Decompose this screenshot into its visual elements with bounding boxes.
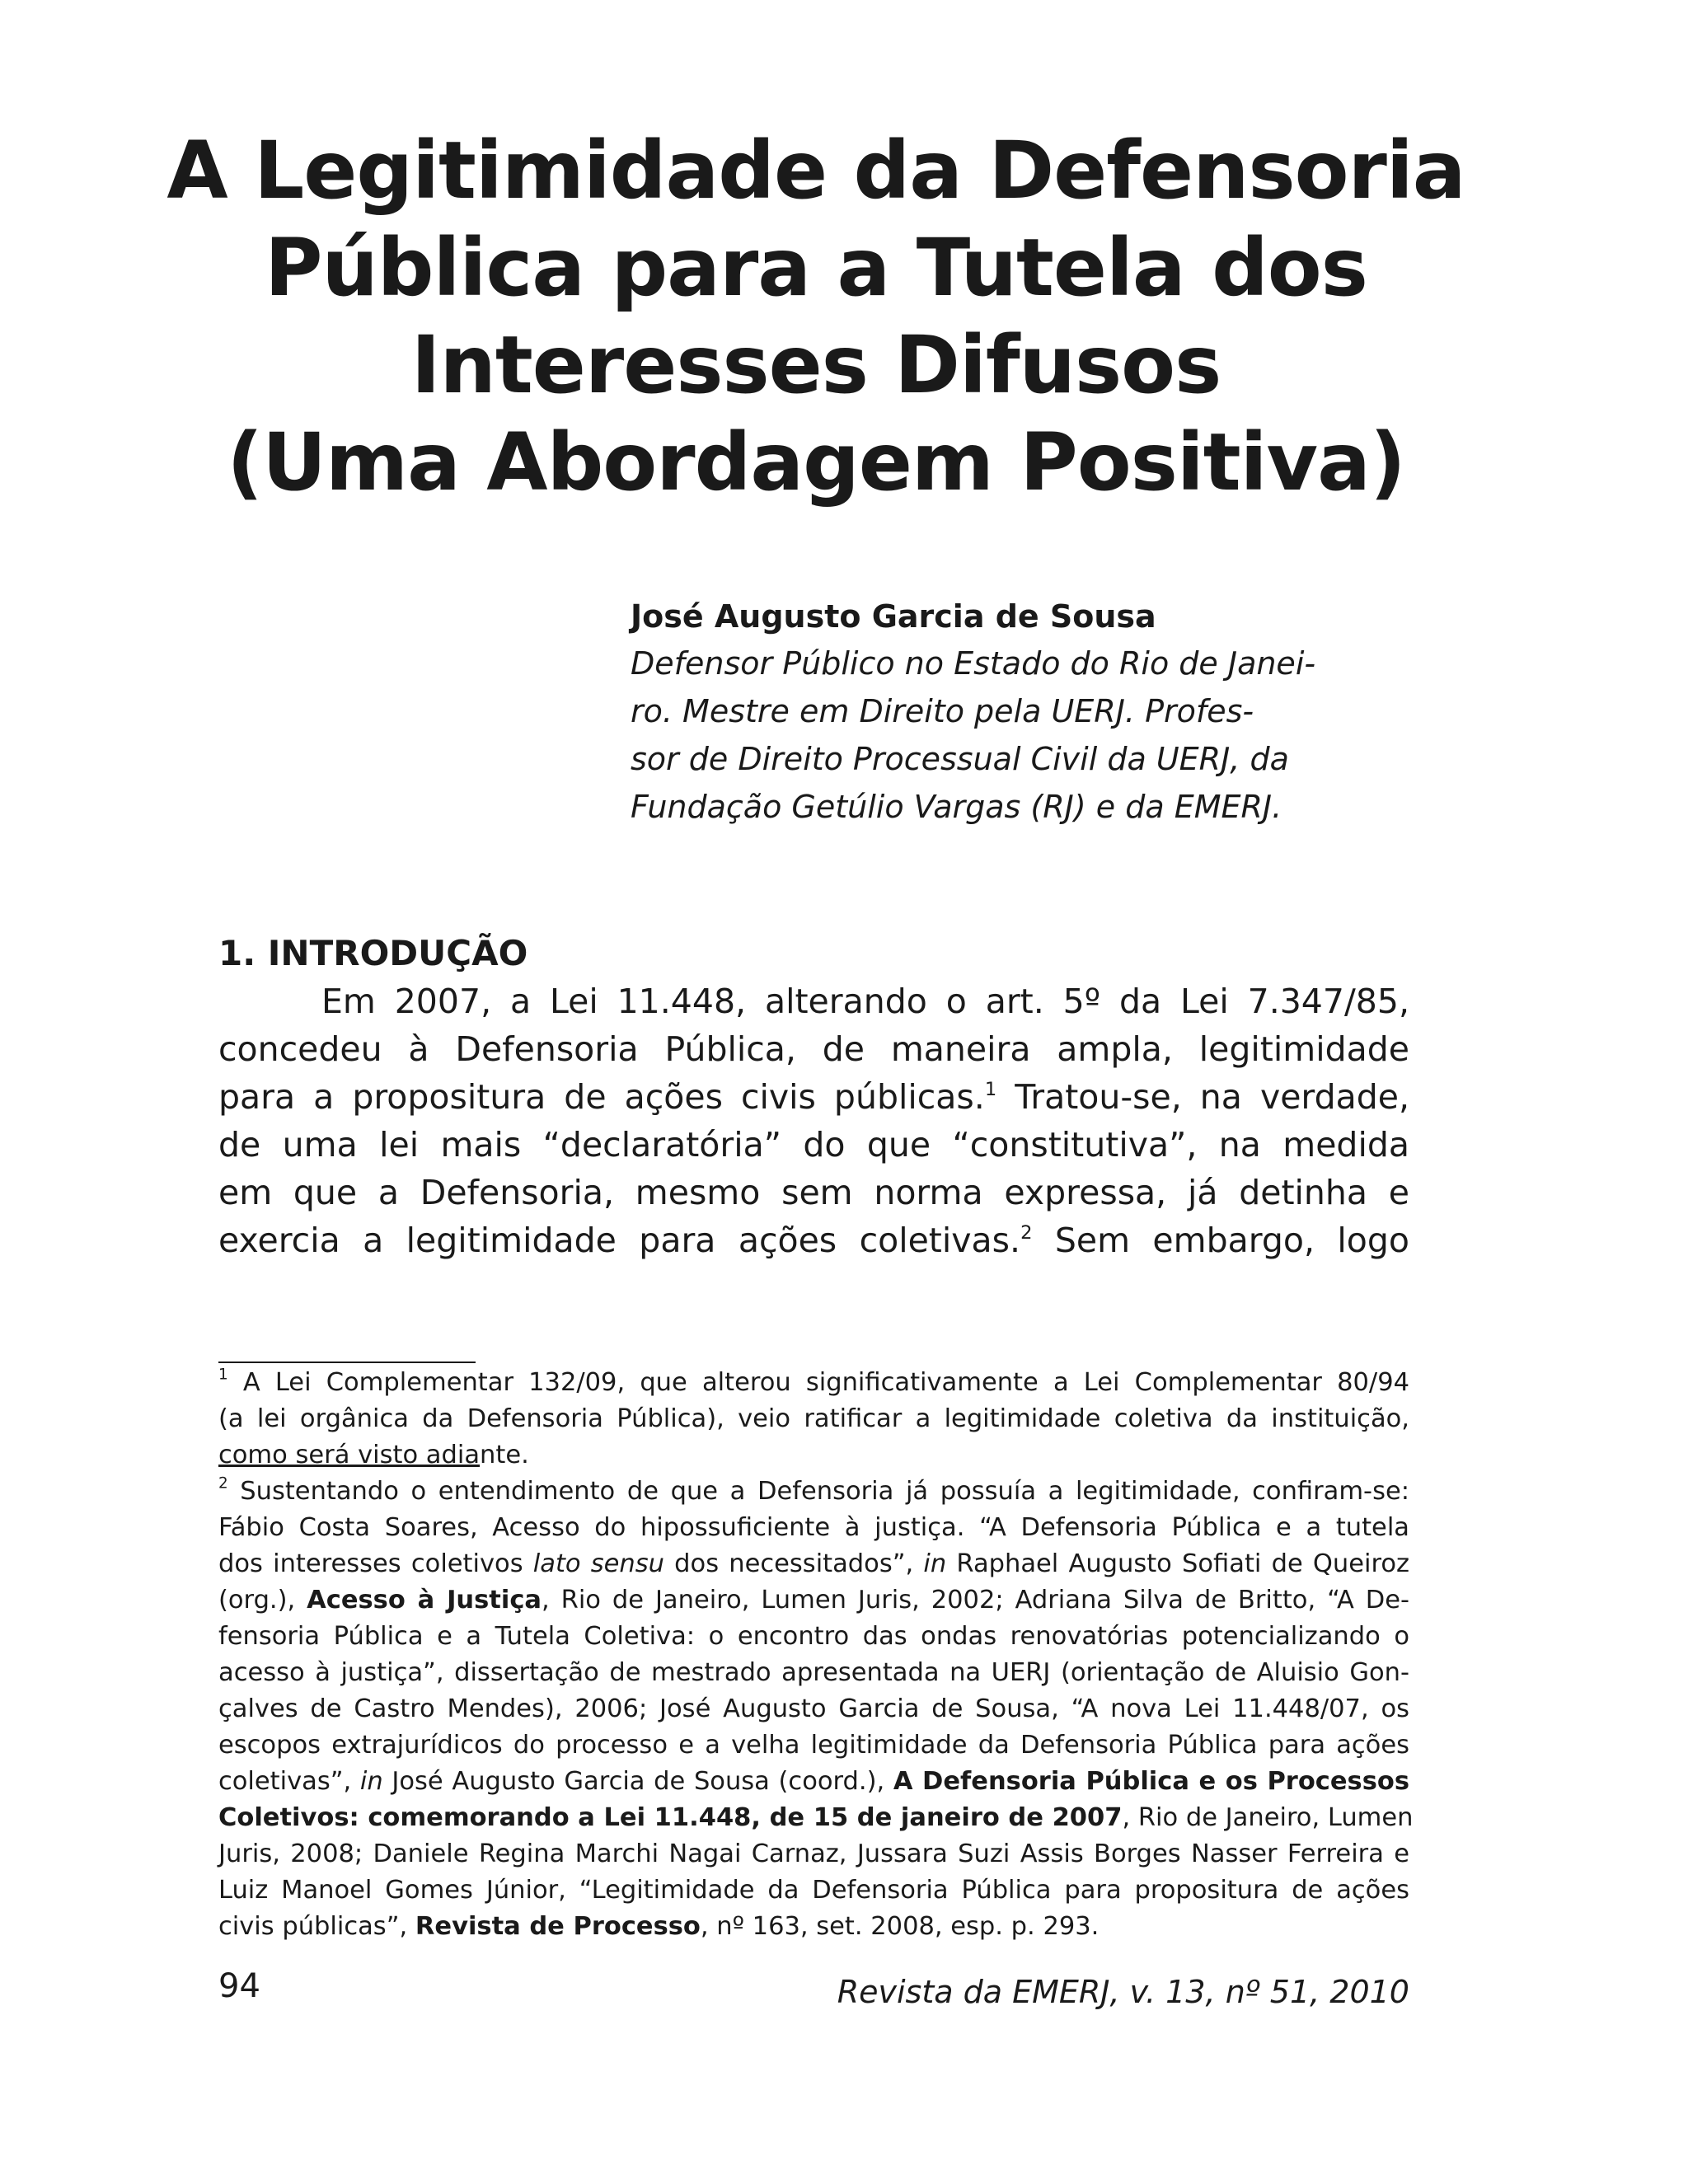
- author-block: [631, 593, 1409, 831]
- paragraph-line: [218, 1073, 1409, 1121]
- footnote-2-line: [218, 1800, 1414, 1836]
- footnote-text: como será visto adia: [218, 1441, 481, 1469]
- footnote-2-line: [218, 1474, 1409, 1510]
- footnote-text: , nº 163, set. 2008, esp. p. 293.: [700, 1912, 1100, 1941]
- footnote-text: nte.: [480, 1441, 529, 1469]
- author-description-line: ro. Mestre em Direito pela UERJ. Profes-: [631, 693, 1254, 729]
- footnote-italic: in: [923, 1549, 947, 1578]
- article-title: [148, 122, 1484, 511]
- paragraph-line: [218, 1216, 1409, 1264]
- paragraph-text: Sem embargo, logo: [1032, 1221, 1409, 1260]
- footnote-text: dos necessitados”,: [663, 1549, 924, 1578]
- footnote-italic: lato sensu: [532, 1549, 664, 1578]
- footnote-ref-1[interactable]: 1: [984, 1079, 997, 1101]
- footnote-text: A Lei Complementar 132/09, que alterou significativamente a Lei Complementar 80/94: [227, 1368, 1409, 1397]
- footnote-marker: 2: [218, 1474, 228, 1493]
- footnote-bold: Coletivos: comemorando a Lei 11.448, de 15 de janeiro de 2007: [218, 1803, 1123, 1832]
- paragraph-line: Em 2007, a Lei 11.448, alterando o art. 5º da Lei 7.347/85,: [321, 982, 1409, 1021]
- title-line: Pública para a Tutela dos: [265, 222, 1367, 314]
- footnote-1-line: [218, 1365, 1409, 1401]
- author-name: José Augusto Garcia de Sousa: [631, 598, 1156, 635]
- section-heading: 1. INTRODUÇÃO: [218, 933, 528, 973]
- paragraph-line: de uma lei mais “declaratória” do que “constitutiva”, na medida: [218, 1125, 1409, 1165]
- footnote-2-line: çalves de Castro Mendes), 2006; José Augusto Garcia de Sousa, “A nova Lei 11.448/07, os: [218, 1694, 1409, 1723]
- footnote-2-line: [218, 1764, 1409, 1800]
- footnote-bold: Revista de Processo: [415, 1912, 701, 1941]
- paragraph-line: concedeu à Defensoria Pública, de maneira ampla, legitimidade: [218, 1029, 1409, 1069]
- footnote-bold: Acesso à Justiça: [307, 1586, 542, 1615]
- footnote-2-line: Juris, 2008; Daniele Regina Marchi Nagai Carnaz, Jussara Suzi Assis Borges Nasser Ferreira e: [218, 1840, 1409, 1868]
- footnote-2-line: [218, 1582, 1409, 1619]
- footnote-text: Sustentando o entendimento de que a Defensoria já possuía a legitimidade, confiram-se:: [227, 1477, 1409, 1506]
- paragraph-text: Tratou-se, na verdade,: [996, 1077, 1409, 1117]
- footnote-2-line: escopos extrajurídicos do processo e a velha legitimidade da Defensoria Pública para ações: [218, 1731, 1409, 1760]
- footnote-text: civis públicas”,: [218, 1912, 415, 1941]
- title-line: A Legitimidade da Defensoria: [166, 124, 1465, 217]
- footnote-text: dos interesses coletivos: [218, 1549, 533, 1578]
- paragraph-text: para a propositura de ações civis públicas.: [218, 1077, 985, 1117]
- footnote-2-line: [218, 1546, 1409, 1582]
- footnote-bold: A Defensoria Pública e os Processos: [893, 1767, 1409, 1796]
- paragraph-text: exercia a legitimidade para ações coletivas.: [218, 1221, 1021, 1260]
- footnote-text: (org.),: [218, 1586, 307, 1615]
- journal-footer: Revista da EMERJ, v. 13, nº 51, 2010: [837, 1974, 1409, 2010]
- footnote-2-line: Luiz Manoel Gomes Júnior, “Legitimidade da Defensoria Pública para propositura de ações: [218, 1876, 1409, 1905]
- author-description: [631, 640, 1409, 831]
- footnote-text: Raphael Augusto Sofiati de Queiroz: [946, 1549, 1410, 1578]
- footnote-text: José Augusto Garcia de Sousa (coord.),: [382, 1767, 893, 1796]
- footnote-2-line: [218, 1909, 1409, 1945]
- author-description-line: Defensor Público no Estado do Rio de Janei-: [631, 645, 1316, 682]
- paragraph-line: em que a Defensoria, mesmo sem norma expressa, já detinha e: [218, 1173, 1409, 1212]
- author-description-line: sor de Direito Processual Civil da UERJ, da: [631, 741, 1289, 777]
- footnote-2-line: Fábio Costa Soares, Acesso do hipossuficiente à justiça. “A Defensoria Pública e a tutela: [218, 1513, 1409, 1542]
- footnote-text: , Rio de Janeiro, Lumen: [1122, 1803, 1414, 1832]
- footnote-marker: 1: [218, 1366, 228, 1384]
- footnote-text: , Rio de Janeiro, Lumen Juris, 2002; Adriana Silva de Britto, “A De-: [542, 1586, 1409, 1615]
- page-number: 94: [218, 1967, 260, 2005]
- footnote-ref-2[interactable]: 2: [1020, 1222, 1033, 1244]
- footnotes: [218, 1365, 1414, 1945]
- footnote-2-line: acesso à justiça”, dissertação de mestrado apresentada na UERJ (orientação de Aluisio Gon-: [218, 1658, 1409, 1687]
- author-description-line: Fundação Getúlio Vargas (RJ) e da EMERJ.: [631, 789, 1282, 825]
- footnote-separator: [218, 1361, 476, 1363]
- footnote-1-line: [218, 1437, 1409, 1474]
- footnote-text: coletivas”,: [218, 1767, 360, 1796]
- title-line: Interesses Difusos: [410, 319, 1221, 411]
- footnote-italic: in: [359, 1767, 383, 1796]
- footnote-1-line: (a lei orgânica da Defensoria Pública), veio ratificar a legitimidade coletiva da instituição,: [218, 1404, 1409, 1433]
- title-line: (Uma Abordagem Positiva): [227, 416, 1405, 509]
- footnote-2-line: fensoria Pública e a Tutela Coletiva: o encontro das ondas renovatórias potencializando o: [218, 1622, 1409, 1651]
- body-paragraph: [218, 977, 1409, 1264]
